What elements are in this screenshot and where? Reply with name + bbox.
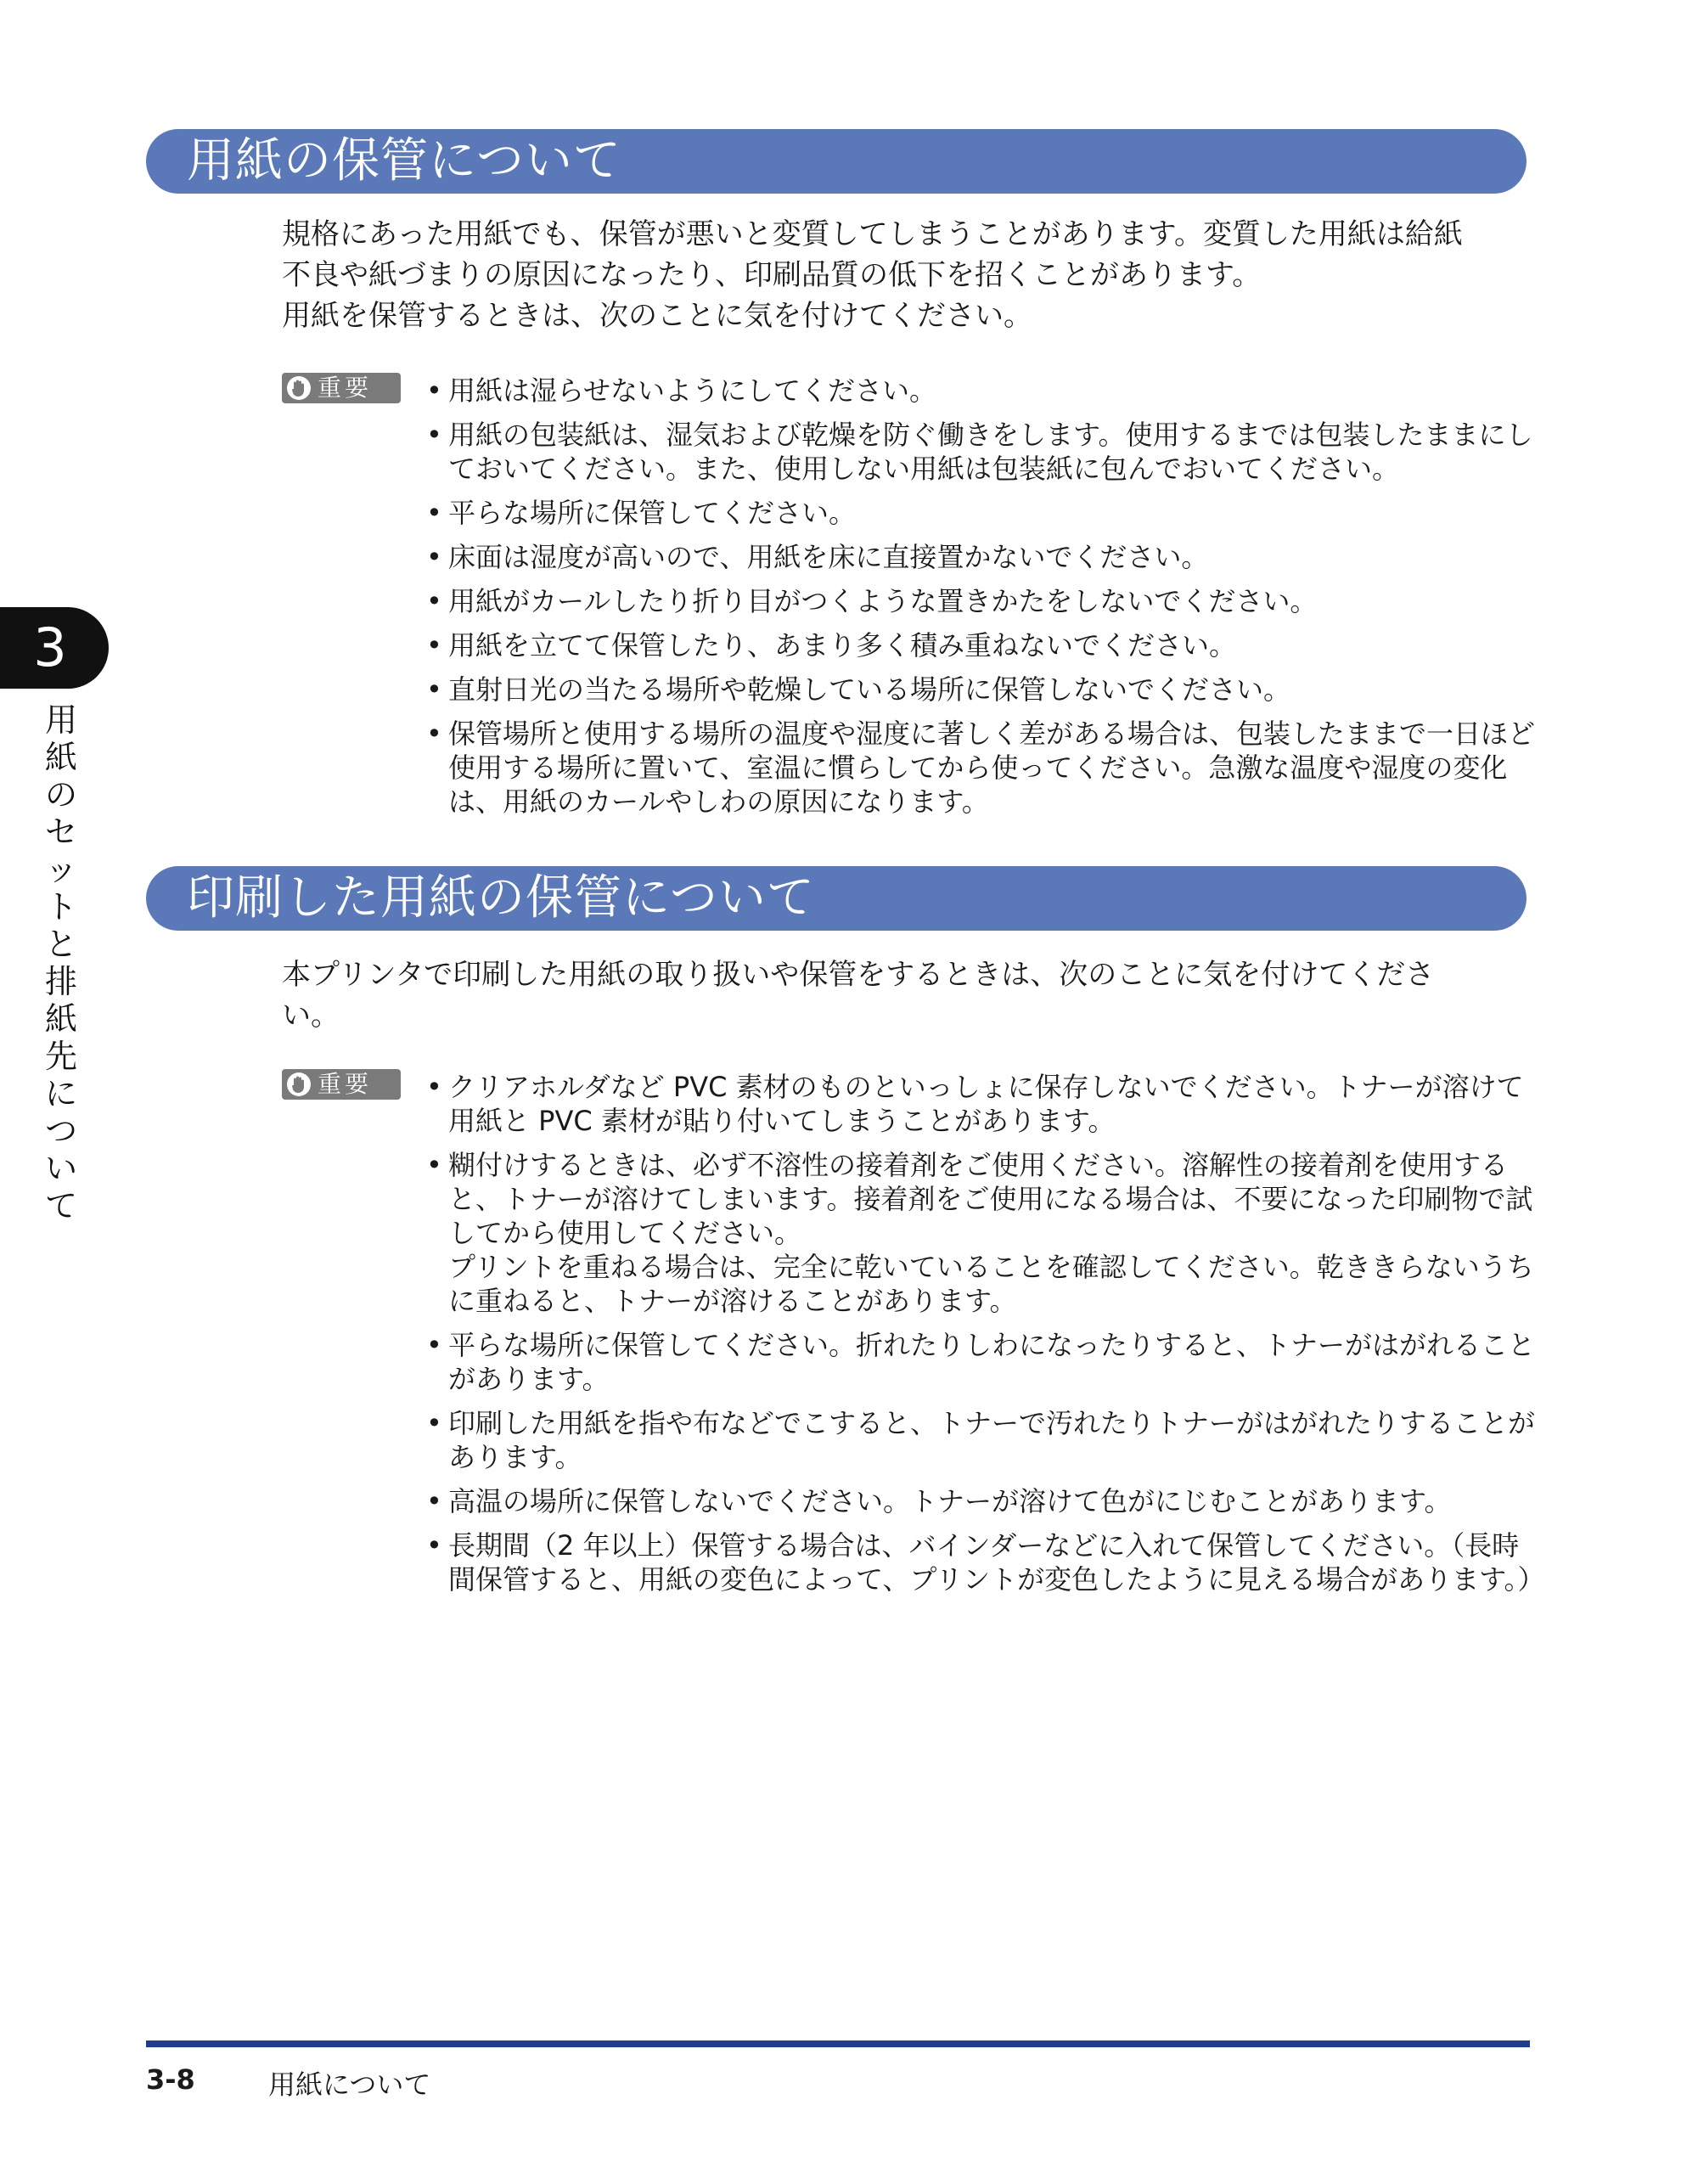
list-item-text: 保管場所と使用する場所の温度や湿度に著しく差がある場合は、包装したままで一日ほど — [448, 718, 1536, 750]
footer-title: 用紙について — [268, 2069, 431, 2101]
important-badge — [282, 373, 401, 403]
chapter-side-title: 用 紙 の セ ッ ト と 排 紙 先 に つ い て — [44, 701, 77, 1224]
list-item-text: と、トナーが溶けてしまいます。接着剤をご使用になる場合は、不要になった印刷物で試 — [448, 1183, 1533, 1215]
list-item — [424, 496, 1528, 530]
intro-line: 用紙を保管するときは、次のことに気を付けてください。 — [282, 299, 1032, 333]
section-heading-banner — [146, 129, 1527, 194]
important-badge — [282, 1069, 401, 1100]
important-label: 重要 — [318, 1070, 373, 1098]
footer-rule — [146, 2040, 1530, 2047]
intro-line: 不良や紙づまりの原因になったり、印刷品質の低下を招くことがあります。 — [282, 258, 1262, 292]
bullet-icon: • — [426, 1071, 442, 1103]
chapter-tab — [0, 607, 109, 689]
list-item-text: 用紙の包装紙は、湿気および乾燥を防ぐ働きをします。使用するまでは包装したままにし — [448, 419, 1533, 451]
list-item-text: 床面は湿度が高いので、用紙を床に直接置かないでください。 — [448, 541, 1209, 573]
page-number: 3-8 — [146, 2063, 195, 2096]
precaution-list — [424, 1070, 1545, 1607]
list-item — [424, 673, 1528, 706]
list-item-text: 用紙を立てて保管したり、あまり多く積み重ねないでください。 — [448, 629, 1237, 661]
list-item-text: 用紙と PVC 素材が貼り付いてしまうことがあります。 — [448, 1105, 1116, 1137]
list-item-text: クリアホルダなど PVC 素材のものといっしょに保存しないでください。トナーが溶けて — [448, 1071, 1524, 1103]
list-item — [424, 1484, 1528, 1518]
list-item-text: 間保管すると、用紙の変色によって、プリントが変色したように見える場合があります。） — [448, 1563, 1545, 1596]
list-item — [424, 717, 1536, 819]
bullet-icon: • — [426, 718, 442, 750]
list-item-text: に重ねると、トナーが溶けることがあります。 — [448, 1285, 1017, 1317]
list-item-text: 用紙がカールしたり折り目がつくような置きかたをしないでください。 — [448, 585, 1318, 617]
list-item-text: 糊付けするときは、必ず不溶性の接着剤をご使用ください。溶解性の接着剤を使用する — [448, 1149, 1509, 1181]
list-item-text: があります。 — [448, 1363, 610, 1395]
list-item — [424, 1148, 1534, 1318]
section-heading-banner — [146, 866, 1527, 931]
bullet-icon: • — [426, 585, 442, 617]
bullet-icon: • — [426, 1529, 442, 1562]
list-item-text: してから使用してください。 — [448, 1217, 802, 1249]
list-item-text: 用紙は湿らせないようにしてください。 — [448, 374, 937, 407]
list-item-text: は、用紙のカールやしわの原因になります。 — [448, 785, 989, 818]
important-label: 重要 — [318, 374, 373, 402]
list-item-text: あります。 — [448, 1441, 582, 1473]
section-intro — [282, 954, 1532, 1036]
bullet-icon: • — [426, 419, 442, 451]
list-item-text: プリントを重ねる場合は、完全に乾いていることを確認してください。乾ききらないうち — [448, 1251, 1534, 1283]
list-item — [424, 1528, 1545, 1596]
bullet-icon: • — [426, 1329, 442, 1361]
bullet-icon: • — [426, 629, 442, 661]
hand-stop-icon — [287, 376, 311, 400]
precaution-list — [424, 374, 1536, 829]
bullet-icon: • — [426, 497, 442, 529]
list-item-text: 長期間（2 年以上）保管する場合は、バインダーなどに入れて保管してください。（長時 — [448, 1529, 1520, 1562]
list-item — [424, 374, 1528, 408]
list-item — [424, 584, 1528, 618]
bullet-icon: • — [426, 1485, 442, 1517]
bullet-icon: • — [426, 1407, 442, 1439]
hand-stop-icon — [287, 1072, 311, 1096]
list-item — [424, 1328, 1536, 1396]
list-item-text: ておいてください。また、使用しない用紙は包装紙に包んでおいてください。 — [448, 453, 1400, 485]
intro-line: 規格にあった用紙でも、保管が悪いと変質してしまうことがあります。変質した用紙は給紙 — [282, 217, 1463, 251]
list-item-text: 平らな場所に保管してください。折れたりしわになったりすると、トナーがはがれること — [448, 1329, 1536, 1361]
list-item-text: 高温の場所に保管しないでください。トナーが溶けて色がにじむことがあります。 — [448, 1485, 1452, 1517]
section-title: 用紙の保管について — [187, 133, 621, 189]
list-item-text: 印刷した用紙を指や布などでこすると、トナーで汚れたりトナーがはがれたりすることが — [448, 1407, 1536, 1439]
list-item — [424, 1070, 1528, 1138]
list-item — [424, 418, 1533, 486]
list-item-text: 平らな場所に保管してください。 — [448, 497, 857, 529]
bullet-icon: • — [426, 374, 442, 407]
intro-line: い。 — [282, 999, 340, 1033]
intro-line: 本プリンタで印刷した用紙の取り扱いや保管をするときは、次のことに気を付けてくださ — [282, 958, 1435, 992]
section-title: 印刷した用紙の保管について — [187, 870, 815, 926]
list-item — [424, 1406, 1536, 1474]
bullet-icon: • — [426, 541, 442, 573]
list-item-text: 使用する場所に置いて、室温に慣らしてから使ってください。急激な温度や湿度の変化 — [448, 751, 1508, 784]
bullet-icon: • — [426, 673, 442, 706]
list-item — [424, 628, 1528, 662]
list-item-text: 直射日光の当たる場所や乾燥している場所に保管しないでください。 — [448, 673, 1291, 706]
bullet-icon: • — [426, 1149, 442, 1181]
chapter-number: 3 — [33, 616, 67, 678]
list-item — [424, 540, 1528, 574]
section-intro — [282, 214, 1532, 336]
